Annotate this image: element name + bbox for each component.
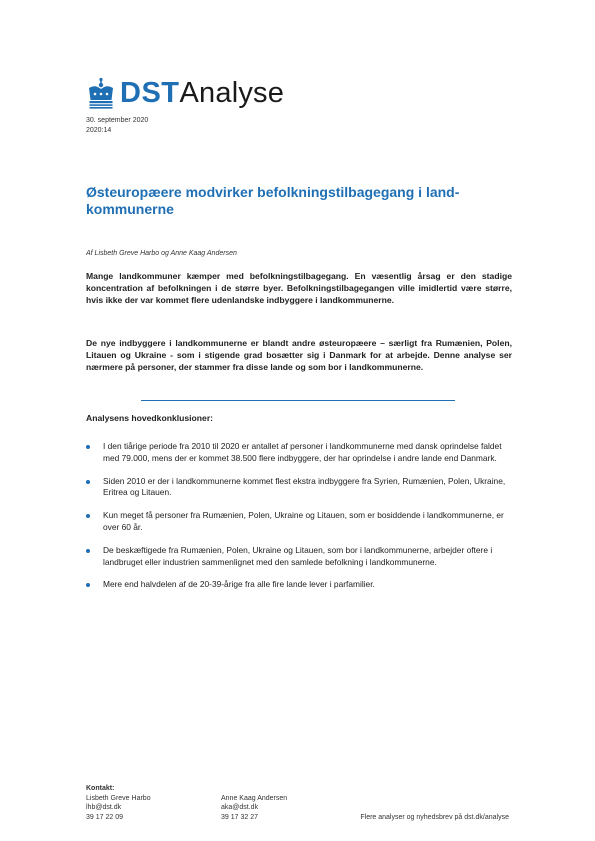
bullet-icon <box>86 583 90 587</box>
section-divider <box>141 400 455 401</box>
contact-email: lhb@dst.dk <box>86 804 122 812</box>
conclusion-text: Mere end halvdelen af de 20-39-årige fra alle fire lande lever i parfamilier. <box>103 579 375 590</box>
document-title: Østeuropæere modvirker befolkningstilbagegang i land-kommunerne <box>86 184 460 217</box>
contact-name: Anne Kaag Andersen <box>221 794 288 802</box>
conclusion-text: I den tiårige periode fra 2010 til 2020 er antallet af personer i landkommunerne med dansk oprindelse faldet med 79.000, mens der er kommet 38.500 flere indbyggere, der har oprindelse i andre lande end Danmark. <box>103 441 502 463</box>
contact-label: Kontakt: <box>86 785 115 792</box>
brand-analyse: Analyse <box>179 77 285 109</box>
bullet-icon <box>86 445 90 449</box>
newsletter-note: Flere analyser og nyhedsbrev på dst.dk/analyse <box>360 813 509 821</box>
conclusion-item <box>86 476 512 500</box>
conclusion-text: Kun meget få personer fra Rumænien, Polen, Ukraine og Litauen, som er bosiddende i landkommunerne, er over 60 år. <box>103 510 504 532</box>
lead-paragraph-2: De nye indbyggere i landkommunerne er blandt andre østeuropæere – særligt fra Rumænien, Polen, Litauen og Ukraine - som i stigende grad bosætter sig i Danmark for at arbejde. Denne analyse ser nærmere på personer, der stammer fra disse lande og som bor i landkommunerne. <box>86 338 512 373</box>
publication-issue: 2020:14 <box>86 127 112 134</box>
contact-email: aka@dst.dk <box>221 804 259 812</box>
contact-phone: 39 17 32 27 <box>221 813 258 821</box>
bullet-icon <box>86 480 90 484</box>
bullet-icon <box>86 549 90 553</box>
brand-wordmark <box>120 76 284 110</box>
conclusion-item <box>86 579 512 591</box>
contact-phone: 39 17 22 09 <box>86 813 123 821</box>
bullet-icon <box>86 514 90 518</box>
authors-line: Af Lisbeth Greve Harbo og Anne Kaag Andersen <box>86 250 237 257</box>
conclusion-item <box>86 441 512 465</box>
crown-icon <box>86 77 116 109</box>
conclusion-item <box>86 510 512 534</box>
conclusion-text: Siden 2010 er der i landkommunerne kommet flest ekstra indbyggere fra Syrien, Rumænien, Polen, Ukraine, Eritrea og Litauen. <box>103 475 506 498</box>
contact-block-2 <box>221 794 287 823</box>
publication-meta <box>86 116 148 136</box>
publication-date: 30. september 2020 <box>86 117 149 124</box>
brand-dst: DST <box>120 77 180 109</box>
contact-name: Lisbeth Greve Harbo <box>86 794 151 802</box>
conclusions-list <box>86 441 512 602</box>
conclusion-item <box>86 545 512 569</box>
lead-paragraph-1: Mange landkommuner kæmper med befolkningstilbagegang. En væsentlig årsag er den stadige koncentration af befolkningen i de større byer. Befolkningstilbagegangen ville imidlertid være større, hvis ikke der var kommet flere udenlandske indbyggere i landkommunerne. <box>86 271 512 306</box>
contact-block-1 <box>86 784 151 822</box>
dst-analyse-logo <box>86 76 284 110</box>
conclusions-heading: Analysens hovedkonklusioner: <box>86 413 214 423</box>
conclusion-text: De beskæftigede fra Rumænien, Polen, Ukraine og Litauen, som bor i landkommunerne, arbejder oftere i landbruget eller industrien sammenlignet med den samlede befolkning i landkommunerne. <box>103 544 493 567</box>
